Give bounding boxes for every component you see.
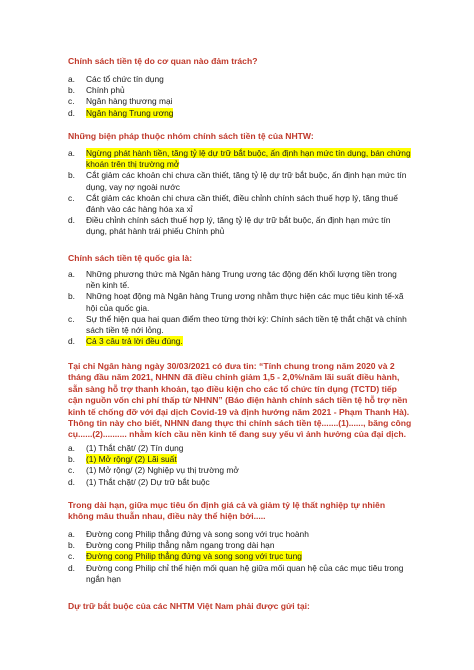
question-5: Trong dài hạn, giữa mục tiêu ổn định giá cả và giảm tỷ lệ thất nghiệp tự nhiên không mâu thuẫn nhau, điều này thể hiện bởi..... bbox=[68, 500, 386, 522]
option-3c: c. Sự thể hiện qua hai quan điểm theo từng thời kỳ: Chính sách tiền tệ thắt chặt và chính sách tiền tệ nới lỏng. bbox=[68, 313, 407, 336]
option-4d: d. (1) Thắt chặt/ (2) Dự trữ bắt buộc bbox=[68, 476, 210, 487]
option-3d: d. Cả 3 câu trả lời đều đúng. bbox=[68, 336, 183, 347]
question-4-options bbox=[68, 443, 413, 488]
option-1b: b. Chính phủ bbox=[68, 85, 125, 96]
question-2: Những biện pháp thuộc nhóm chính sách tiền tệ của NHTW: bbox=[68, 131, 314, 141]
option-1d: d. Ngân hàng Trung ương bbox=[68, 107, 174, 118]
option-2a: a. Ngừng phát hành tiền, tăng tỷ lệ dự trữ bắt buộc, ấn định hạn mức tín dụng, bán chứng khoán trên thị trường mở bbox=[68, 148, 411, 170]
option-4c: c. (1) Mở rộng/ (2) Nghiệp vụ thị trường mở bbox=[68, 465, 239, 476]
highlighted-answer: Ngừng phát hành tiền, tăng tỷ lệ dự trữ bắt buộc, ấn định hạn mức tín dụng, bán chứng khoán trên thị trường mở bbox=[86, 148, 411, 170]
question-1: Chính sách tiền tệ do cơ quan nào đảm trách? bbox=[68, 56, 258, 66]
question-1-options bbox=[68, 74, 413, 119]
highlighted-answer: Ngân hàng Trung ương bbox=[86, 107, 174, 118]
question-5-options bbox=[68, 529, 413, 585]
option-5b: b. Đường cong Philip thẳng nằm ngang trong dài hạn bbox=[68, 540, 275, 551]
option-2b: b. Cắt giảm các khoản chi chưa cần thiết, tăng tỷ lệ dự trữ bắt buộc, ấn định hạn mức tín dụng, vay nợ ngoài nước bbox=[68, 170, 407, 192]
highlighted-answer: Đường cong Philip thẳng đứng và song song với trục tung bbox=[86, 551, 302, 562]
option-4a: a. (1) Thắt chặt/ (2) Tín dụng bbox=[68, 443, 184, 453]
option-5c: c. Đường cong Philip thẳng đứng và song song với trục tung bbox=[68, 551, 302, 562]
option-2d: d. Điều chỉnh chính sách thuế hợp lý, tăng tỷ lệ dự trữ bắt buộc, ấn định hạn mức tín dụng, phát hành trái phiếu Chính phủ bbox=[68, 215, 391, 237]
option-1a: a. Các tổ chức tín dụng bbox=[68, 74, 164, 84]
option-1c: c. Ngân hàng thương mại bbox=[68, 96, 173, 107]
option-3b: b. Những hoạt động mà Ngân hàng Trung ương nhằm thực hiện các mục tiêu kinh tế-xã hội của quốc gia. bbox=[68, 291, 404, 313]
highlighted-answer: (1) Mở rộng/ (2) Lãi suất bbox=[86, 454, 177, 465]
question-4: Tại chỉ Ngân hàng ngày 30/03/2021 có đưa tin: “Tính chung trong năm 2020 và 2 tháng đầu năm 2021, NHNN đã điều chỉnh giảm 1,5 - 2,0%/năm lãi suất điều hành, sẵn sàng hỗ trợ thanh khoản, tạo điều kiện cho các tổ chức tín dụng (TCTD) tiếp cận nguồn vốn chi phí thấp từ NHNN” (Báo điện hành chính sách tiền tệ hỗ trợ nền kinh tế chống đỡ với đại dịch Covid-19 và định hướng năm 2021 - Phạm Thanh Hà). Thông tin này cho biết, NHNN đang thực thi chính sách tiền tệ.......(1)......, băng công cụ......(2).......... nhằm kích cầu nền kinh tế đang suy yếu vì ảnh hưởng của đại dịch. bbox=[68, 361, 412, 440]
option-4b: b. (1) Mở rộng/ (2) Lãi suất bbox=[68, 454, 177, 465]
question-3: Chính sách tiền tệ quốc gia là: bbox=[68, 253, 193, 263]
option-2c: c. Cắt giảm các khoản chi chưa cần thiết, điều chỉnh chính sách thuế hợp lý, tăng thuế đánh vào các hàng hóa xa xỉ bbox=[68, 192, 398, 215]
option-5d: d. Đường cong Philip chỉ thể hiện mối quan hệ giữa mối quan hệ của các mục tiêu trong ngắn hạn bbox=[68, 562, 404, 584]
question-2-options bbox=[68, 148, 413, 238]
option-5a: a. Đường cong Philip thẳng đứng và song song với trục hoành bbox=[68, 529, 309, 539]
question-6: Dự trữ bắt buộc của các NHTM Việt Nam phải được gửi tại: bbox=[68, 601, 310, 611]
question-3-options bbox=[68, 269, 413, 347]
highlighted-answer: Cả 3 câu trả lời đều đúng. bbox=[86, 336, 183, 347]
option-3a: a. Những phương thức mà Ngân hàng Trung ương tác động đến khối lượng tiền trong nền kinh tế. bbox=[68, 269, 397, 291]
